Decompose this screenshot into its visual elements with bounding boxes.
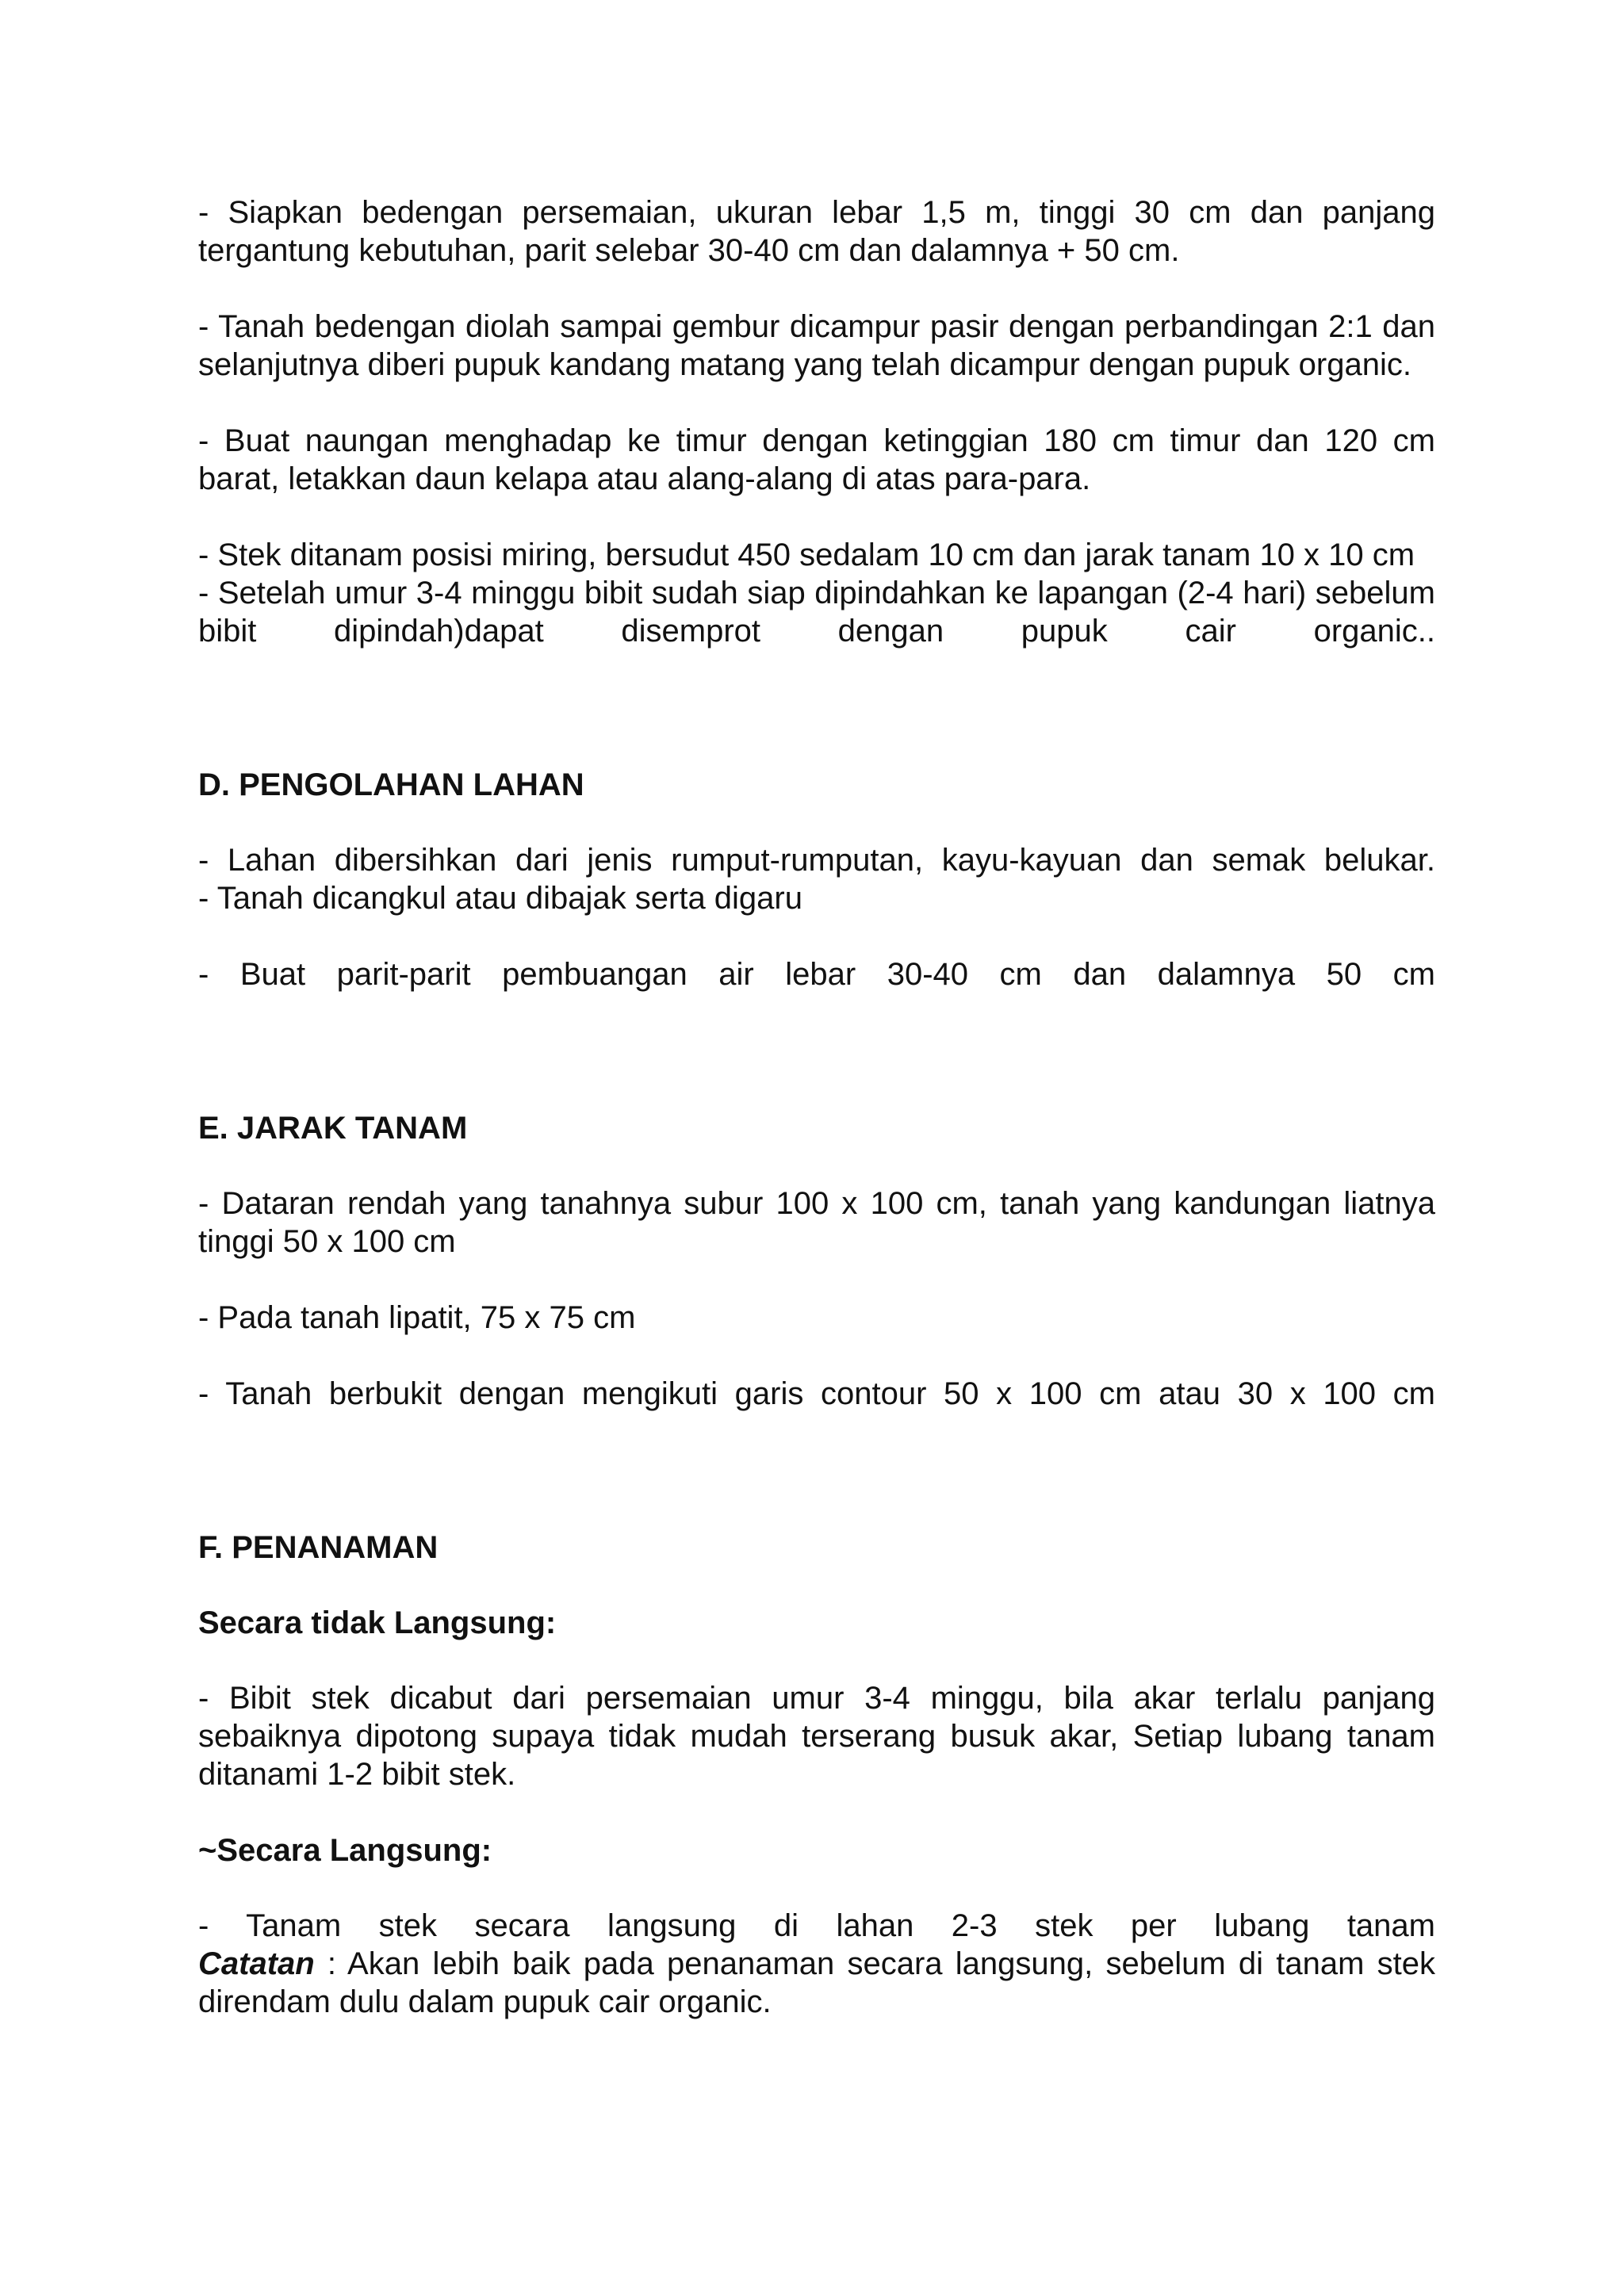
paragraph-jarak-tanam-1: - Dataran rendah yang tanahnya subur 100 x 100 cm, tanah yang kandungan liatnya tinggi 50 x 100 cm [198, 1186, 1435, 1259]
subheading-secara-tidak-langsung: Secara tidak Langsung: [198, 1605, 557, 1640]
paragraph-pengolahan-lahan-3: - Buat parit-parit pembuangan air lebar 30-40 cm dan dalamnya 50 cm [198, 957, 1435, 992]
catatan-label: Catatan [198, 1946, 315, 1981]
paragraph-pengolahan-lahan-2: - Tanah dicangkul atau dibajak serta digaru [198, 881, 802, 916]
section-heading-jarak-tanam: E. JARAK TANAM [198, 1111, 468, 1146]
paragraph-persemaian-bibit: - Setelah umur 3-4 minggu bibit sudah siap dipindahkan ke lapangan (2-4 hari) sebelum bibit dipindah)dapat disemprot dengan pupuk cair organic.. [198, 576, 1435, 649]
paragraph-persemaian-bedengan: - Siapkan bedengan persemaian, ukuran lebar 1,5 m, tinggi 30 cm dan panjang tergantung kebutuhan, parit selebar 30-40 cm dan dalamnya + 50 cm. [198, 195, 1435, 268]
paragraph-persemaian-stek: - Stek ditanam posisi miring, bersudut 450 sedalam 10 cm dan jarak tanam 10 x 10 cm [198, 538, 1415, 572]
paragraph-catatan [198, 1945, 1435, 2021]
paragraph-jarak-tanam-3: - Tanah berbukit dengan mengikuti garis contour 50 x 100 cm atau 30 x 100 cm [198, 1376, 1435, 1411]
paragraph-persemaian-tanah: - Tanah bedengan diolah sampai gembur dicampur pasir dengan perbandingan 2:1 dan selanjutnya diberi pupuk kandang matang yang telah dicampur dengan pupuk organic. [198, 309, 1435, 382]
document-page [198, 193, 1435, 2021]
section-heading-pengolahan-lahan: D. PENGOLAHAN LAHAN [198, 767, 584, 802]
paragraph-jarak-tanam-2: - Pada tanah lipatit, 75 x 75 cm [198, 1300, 636, 1335]
paragraph-penanaman-tidak-langsung: - Bibit stek dicabut dari persemaian umur 3-4 minggu, bila akar terlalu panjang sebaiknya dipotong supaya tidak mudah terserang busuk akar, Setiap lubang tanam ditanami 1-2 bibit stek. [198, 1681, 1435, 1792]
section-heading-penanaman: F. PENANAMAN [198, 1530, 439, 1565]
catatan-text: : Akan lebih baik pada penanaman secara langsung, sebelum di tanam stek direndam dulu dalam pupuk cair organic. [198, 1946, 1435, 2019]
subheading-secara-langsung: ~Secara Langsung: [198, 1833, 492, 1868]
paragraph-penanaman-langsung: - Tanam stek secara langsung di lahan 2-3 stek per lubang tanam [198, 1908, 1435, 1943]
paragraph-persemaian-naungan: - Buat naungan menghadap ke timur dengan ketinggian 180 cm timur dan 120 cm barat, letakkan daun kelapa atau alang-alang di atas para-para. [198, 423, 1435, 496]
paragraph-pengolahan-lahan-1: - Lahan dibersihkan dari jenis rumput-rumputan, kayu-kayuan dan semak belukar. [198, 843, 1435, 878]
